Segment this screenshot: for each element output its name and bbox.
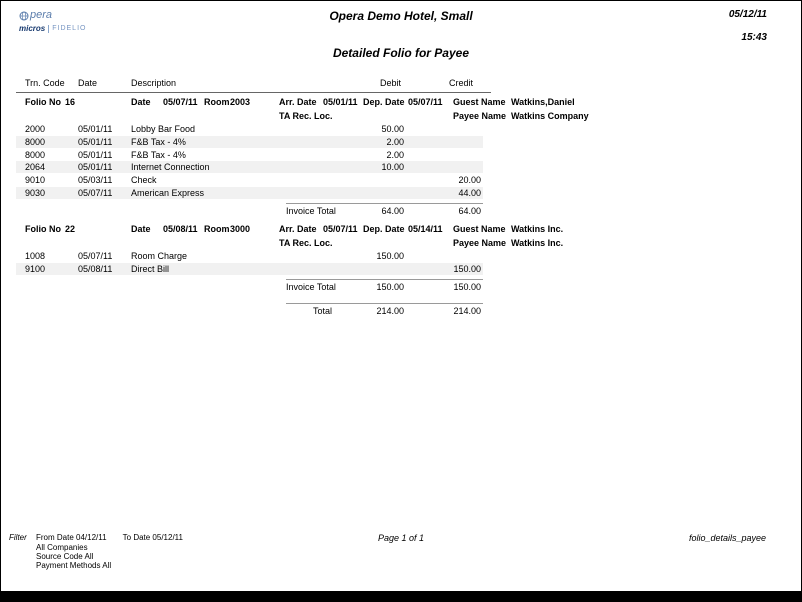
- header-rule: [16, 92, 491, 93]
- invoice-total-label: Invoice Total: [286, 206, 336, 216]
- micros-text: micros: [19, 24, 46, 33]
- folio-date-value: 05/08/11: [163, 224, 198, 234]
- room-label: Room: [204, 97, 230, 107]
- dep-date-label: Dep. Date: [363, 224, 405, 234]
- invoice-total-credit: 150.00: [453, 282, 481, 292]
- trn-code: 8000: [25, 150, 46, 160]
- hotel-title: Opera Demo Hotel, Small: [329, 9, 473, 23]
- folio-no-label: Folio No: [25, 224, 61, 234]
- trn-description: American Express: [131, 188, 205, 198]
- grand-total-rule: [286, 303, 483, 304]
- table-row: [16, 263, 483, 275]
- filter-payment-methods: Payment Methods All: [36, 561, 112, 570]
- column-header-row: [16, 77, 776, 89]
- invoice-total-debit: 64.00: [381, 206, 404, 216]
- folio-header-22-line1: [16, 223, 776, 235]
- trn-code: 8000: [25, 137, 46, 147]
- trn-date: 05/07/11: [78, 251, 113, 261]
- table-row: [16, 161, 483, 173]
- invoice-total-row: [16, 281, 776, 293]
- trn-code: 1008: [25, 251, 46, 261]
- report-date: 05/12/11: [728, 9, 767, 20]
- invoice-total-rule: [286, 203, 483, 204]
- report-title: Detailed Folio for Payee: [332, 46, 470, 60]
- micros-fidelio-wordmark: [19, 23, 86, 34]
- folio-date-label: Date: [131, 224, 151, 234]
- trn-date: 05/01/11: [78, 150, 113, 160]
- trn-description: Internet Connection: [131, 162, 210, 172]
- table-row: [16, 123, 483, 135]
- trn-code: 9030: [25, 188, 46, 198]
- trn-date: 05/01/11: [78, 137, 113, 147]
- report-time: 15:43: [741, 32, 767, 43]
- col-header-credit: Credit: [448, 78, 473, 88]
- trn-code: 9010: [25, 175, 46, 185]
- trn-date: 05/08/11: [78, 264, 113, 274]
- ta-rec-loc-label: TA Rec. Loc.: [279, 238, 333, 248]
- guest-name-label: Guest Name: [453, 97, 506, 107]
- arr-date-value: 05/07/11: [323, 224, 358, 234]
- grand-total-row: [16, 305, 776, 317]
- trn-code: 9100: [25, 264, 46, 274]
- trn-code: 2064: [25, 162, 46, 172]
- col-header-debit: Debit: [379, 78, 401, 88]
- invoice-total-debit: 150.00: [376, 282, 404, 292]
- invoice-total-rule: [286, 279, 483, 280]
- table-row: [16, 187, 483, 199]
- trn-date: 05/01/11: [78, 162, 113, 172]
- col-header-trn-code: Trn. Code: [25, 78, 65, 88]
- ta-rec-loc-label: TA Rec. Loc.: [279, 111, 333, 121]
- page-number: Page 1 of 1: [377, 533, 425, 543]
- payee-name-value: Watkins Company: [511, 111, 589, 121]
- trn-code: 2000: [25, 124, 46, 134]
- trn-description: Check: [131, 175, 157, 185]
- folio-date-label: Date: [131, 97, 151, 107]
- payee-name-value: Watkins Inc.: [511, 238, 564, 248]
- filter-companies: All Companies: [36, 543, 88, 552]
- trn-description: Direct Bill: [131, 264, 170, 274]
- room-value: 3000: [230, 224, 251, 234]
- trn-debit: 2.00: [386, 137, 404, 147]
- guest-name-label: Guest Name: [453, 224, 506, 234]
- payee-name-label: Payee Name: [453, 111, 507, 121]
- dep-date-value: 05/14/11: [408, 224, 443, 234]
- payee-name-label: Payee Name: [453, 238, 507, 248]
- trn-date: 05/07/11: [78, 188, 113, 198]
- folio-header-16-line1: [16, 96, 776, 108]
- trn-debit: 2.00: [386, 150, 404, 160]
- room-label: Room: [204, 224, 230, 234]
- invoice-total-label: Invoice Total: [286, 282, 336, 292]
- trn-credit: 20.00: [458, 175, 481, 185]
- trn-credit: 44.00: [458, 188, 481, 198]
- grand-total-debit: 214.00: [376, 306, 404, 316]
- guest-name-value: Watkins,Daniel: [511, 97, 575, 107]
- folio-header-22-line2: [16, 237, 776, 249]
- filter-label: Filter: [9, 533, 27, 542]
- trn-description: Lobby Bar Food: [131, 124, 196, 134]
- folio-no-label: Folio No: [25, 97, 61, 107]
- trn-description: Room Charge: [131, 251, 188, 261]
- folio-no-value: 22: [65, 224, 76, 234]
- filter-to-date: To Date 05/12/11: [122, 533, 183, 542]
- grand-total-credit: 214.00: [453, 306, 481, 316]
- invoice-total-credit: 64.00: [458, 206, 481, 216]
- table-row: [16, 250, 483, 262]
- trn-debit: 150.00: [376, 251, 404, 261]
- col-header-description: Description: [131, 78, 177, 88]
- bottom-border-bar: [1, 591, 801, 601]
- folio-header-16-line2: [16, 110, 776, 122]
- table-row: [16, 136, 483, 148]
- grand-total-label: Total: [313, 306, 333, 316]
- logo-divider: [48, 25, 49, 33]
- dep-date-label: Dep. Date: [363, 97, 405, 107]
- guest-name-value: Watkins Inc.: [511, 224, 564, 234]
- trn-date: 05/01/11: [78, 124, 113, 134]
- trn-credit: 150.00: [453, 264, 481, 274]
- folio-date-value: 05/07/11: [163, 97, 198, 107]
- room-value: 2003: [230, 97, 251, 107]
- opera-wordmark-text: pera: [30, 9, 53, 21]
- fidelio-text: FIDELIO: [52, 25, 87, 32]
- trn-description: F&B Tax - 4%: [131, 150, 186, 160]
- filter-source-code: Source Code All: [36, 552, 94, 561]
- arr-date-value: 05/01/11: [323, 97, 358, 107]
- trn-debit: 50.00: [381, 124, 404, 134]
- trn-date: 05/03/11: [78, 175, 113, 185]
- arr-date-label: Arr. Date: [279, 97, 317, 107]
- filter-from-date: From Date 04/12/11: [36, 533, 107, 542]
- table-row: [16, 149, 483, 161]
- report-file-name: folio_details_payee: [688, 533, 766, 543]
- invoice-total-row: [16, 205, 776, 217]
- trn-debit: 10.00: [381, 162, 404, 172]
- dep-date-value: 05/07/11: [408, 97, 443, 107]
- folio-no-value: 16: [65, 97, 76, 107]
- arr-date-label: Arr. Date: [279, 224, 317, 234]
- trn-description: F&B Tax - 4%: [131, 137, 186, 147]
- table-row: [16, 174, 483, 186]
- col-header-date: Date: [78, 78, 98, 88]
